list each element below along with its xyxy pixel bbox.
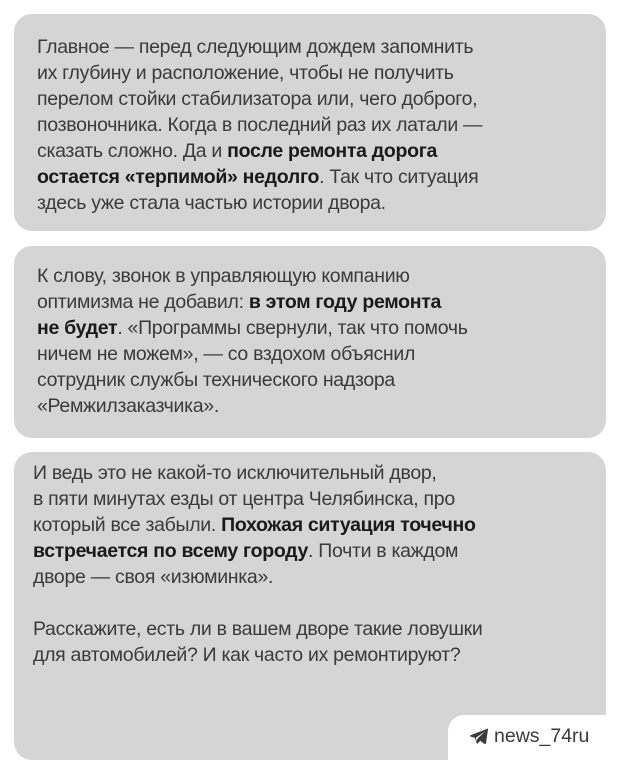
text-line	[37, 315, 584, 341]
text-run: . Так что ситуация	[319, 166, 479, 188]
message-bubble-1	[14, 14, 606, 231]
telegram-icon	[470, 728, 488, 744]
bold-text-run: встречается по всему городу	[33, 540, 309, 562]
bold-text-run: не будет	[37, 317, 118, 339]
bold-text-run: остается «терпимой» недолго	[37, 166, 320, 188]
text-line	[33, 512, 584, 538]
text-line: ничем не можем», — со вздохом объяснил	[37, 343, 416, 365]
text-line: «Ремжилзаказчика».	[37, 395, 219, 417]
text-line	[33, 538, 584, 564]
text-run: который все забыли.	[33, 514, 222, 536]
text-line: К слову, звонок в управляющую компанию	[37, 265, 410, 287]
channel-handle: news_74ru	[494, 725, 590, 747]
text-line: И ведь это не какой-то исключительный двор,	[33, 462, 437, 484]
text-line: сотрудник службы технического надзора	[37, 369, 395, 391]
text-line: для автомобилей? И как часто их ремонтируют?	[33, 644, 461, 666]
text-line	[37, 138, 584, 164]
bold-text-run: после ремонта дорога	[227, 140, 438, 162]
text-run: . Почти в каждом	[308, 540, 459, 562]
text-run: сказать сложно. Да и	[37, 140, 228, 162]
text-line: здесь уже стала частью истории двора.	[37, 192, 386, 214]
text-line: позвоночника. Когда в последний раз их латали —	[37, 114, 483, 136]
text-line: Расскажите, есть ли в вашем дворе такие ловушки	[33, 618, 483, 640]
message-bubble-2	[14, 246, 606, 438]
text-line: перелом стойки стабилизатора или, чего доброго,	[37, 88, 478, 110]
text-line: Главное — перед следующим дождем запомнить	[37, 36, 474, 58]
text-line	[37, 164, 584, 190]
text-run: оптимизма не добавил:	[37, 291, 249, 313]
text-line: их глубину и расположение, чтобы не получить	[37, 62, 454, 84]
paragraph-gap	[33, 590, 584, 616]
text-line: дворе — своя «изюминка».	[33, 566, 274, 588]
message-bubble-3	[14, 452, 606, 760]
text-line	[37, 289, 584, 315]
bold-text-run: в этом году ремонта	[248, 291, 441, 313]
text-line: в пяти минутах езды от центра Челябинска, про	[33, 488, 455, 510]
text-run: . «Программы свернули, так что помочь	[117, 317, 468, 339]
bold-text-run: Похожая ситуация точечно	[221, 514, 476, 536]
channel-tag[interactable]	[448, 715, 606, 761]
